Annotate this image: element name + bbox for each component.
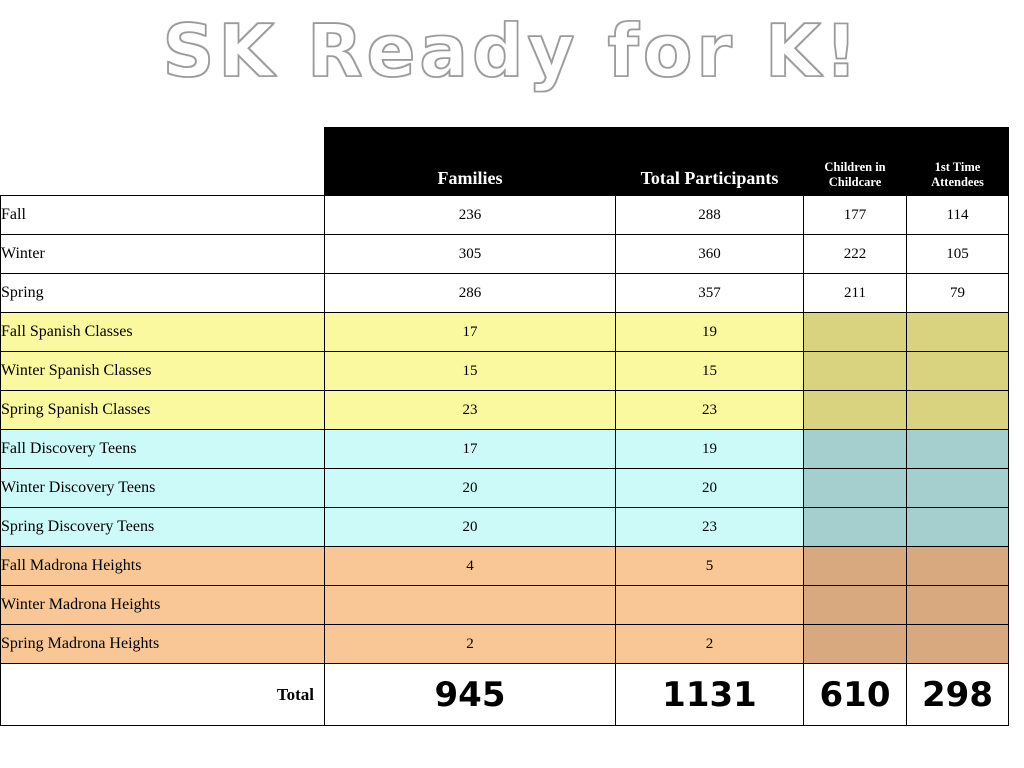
cell-families: 17 bbox=[325, 430, 616, 469]
cell-families: 20 bbox=[325, 469, 616, 508]
cell-participants bbox=[616, 586, 804, 625]
summary-table bbox=[0, 127, 1009, 726]
cell-families bbox=[325, 586, 616, 625]
cell-participants: 23 bbox=[616, 508, 804, 547]
cell-participants: 15 bbox=[616, 352, 804, 391]
cell-families: 17 bbox=[325, 313, 616, 352]
table-row bbox=[1, 586, 1009, 625]
row-label-cell: Spring Discovery Teens bbox=[1, 508, 325, 547]
table-row bbox=[1, 391, 1009, 430]
cell-families: 23 bbox=[325, 391, 616, 430]
cell-families: 305 bbox=[325, 235, 616, 274]
total-childcare: 610 bbox=[804, 664, 907, 726]
total-label-cell: Total bbox=[1, 664, 325, 726]
cell-participants: 20 bbox=[616, 469, 804, 508]
cell-childcare bbox=[804, 625, 907, 664]
cell-participants: 2 bbox=[616, 625, 804, 664]
cell-firsttime: 105 bbox=[907, 235, 1009, 274]
table-row bbox=[1, 508, 1009, 547]
cell-participants: 23 bbox=[616, 391, 804, 430]
cell-families: 236 bbox=[325, 196, 616, 235]
header-cell-childcare bbox=[804, 128, 907, 196]
cell-families: 20 bbox=[325, 508, 616, 547]
total-families: 945 bbox=[325, 664, 616, 726]
data-table-container bbox=[0, 127, 1008, 726]
cell-participants: 288 bbox=[616, 196, 804, 235]
table-total-row bbox=[1, 664, 1009, 726]
cell-firsttime bbox=[907, 391, 1009, 430]
cell-firsttime bbox=[907, 508, 1009, 547]
cell-firsttime bbox=[907, 352, 1009, 391]
header-childcare-line2: Childcare bbox=[828, 174, 882, 189]
cell-childcare bbox=[804, 391, 907, 430]
row-label-cell: Winter bbox=[1, 235, 325, 274]
cell-firsttime bbox=[907, 313, 1009, 352]
header-firsttime-line2: Attendees bbox=[931, 174, 984, 189]
cell-childcare: 177 bbox=[804, 196, 907, 235]
header-firsttime-line1: 1st Time bbox=[934, 160, 981, 175]
cell-childcare: 211 bbox=[804, 274, 907, 313]
cell-childcare bbox=[804, 469, 907, 508]
cell-families: 4 bbox=[325, 547, 616, 586]
row-label-cell: Fall Madrona Heights bbox=[1, 547, 325, 586]
cell-childcare bbox=[804, 586, 907, 625]
header-cell-firsttime bbox=[907, 128, 1009, 196]
cell-firsttime bbox=[907, 430, 1009, 469]
row-label-cell: Winter Spanish Classes bbox=[1, 352, 325, 391]
row-label-cell: Spring bbox=[1, 274, 325, 313]
cell-firsttime bbox=[907, 547, 1009, 586]
row-label-cell: Winter Discovery Teens bbox=[1, 469, 325, 508]
header-cell-participants: Total Participants bbox=[616, 128, 804, 196]
cell-firsttime: 114 bbox=[907, 196, 1009, 235]
cell-participants: 360 bbox=[616, 235, 804, 274]
total-participants: 1131 bbox=[616, 664, 804, 726]
total-firsttime: 298 bbox=[907, 664, 1009, 726]
row-label-cell: Fall Spanish Classes bbox=[1, 313, 325, 352]
row-label-cell: Winter Madrona Heights bbox=[1, 586, 325, 625]
cell-participants: 357 bbox=[616, 274, 804, 313]
table-row bbox=[1, 274, 1009, 313]
header-childcare-line1: Children in bbox=[824, 160, 886, 175]
table-row bbox=[1, 547, 1009, 586]
row-label-cell: Spring Spanish Classes bbox=[1, 391, 325, 430]
table-header-row bbox=[1, 128, 1009, 196]
cell-childcare bbox=[804, 352, 907, 391]
cell-childcare bbox=[804, 313, 907, 352]
table-row bbox=[1, 430, 1009, 469]
cell-participants: 19 bbox=[616, 313, 804, 352]
table-row bbox=[1, 625, 1009, 664]
header-cell-families: Families bbox=[325, 128, 616, 196]
header-cell-blank bbox=[1, 128, 325, 196]
cell-firsttime bbox=[907, 586, 1009, 625]
table-row bbox=[1, 196, 1009, 235]
cell-firsttime: 79 bbox=[907, 274, 1009, 313]
cell-childcare: 222 bbox=[804, 235, 907, 274]
cell-childcare bbox=[804, 508, 907, 547]
cell-childcare bbox=[804, 430, 907, 469]
cell-childcare bbox=[804, 547, 907, 586]
table-row bbox=[1, 352, 1009, 391]
cell-firsttime bbox=[907, 625, 1009, 664]
cell-firsttime bbox=[907, 469, 1009, 508]
cell-families: 2 bbox=[325, 625, 616, 664]
table-row bbox=[1, 235, 1009, 274]
table-row bbox=[1, 469, 1009, 508]
row-label-cell: Fall bbox=[1, 196, 325, 235]
row-label-cell: Spring Madrona Heights bbox=[1, 625, 325, 664]
cell-participants: 5 bbox=[616, 547, 804, 586]
cell-families: 15 bbox=[325, 352, 616, 391]
row-label-cell: Fall Discovery Teens bbox=[1, 430, 325, 469]
cell-families: 286 bbox=[325, 274, 616, 313]
cell-participants: 19 bbox=[616, 430, 804, 469]
page-title: SK Ready for K! bbox=[162, 9, 862, 93]
table-row bbox=[1, 313, 1009, 352]
